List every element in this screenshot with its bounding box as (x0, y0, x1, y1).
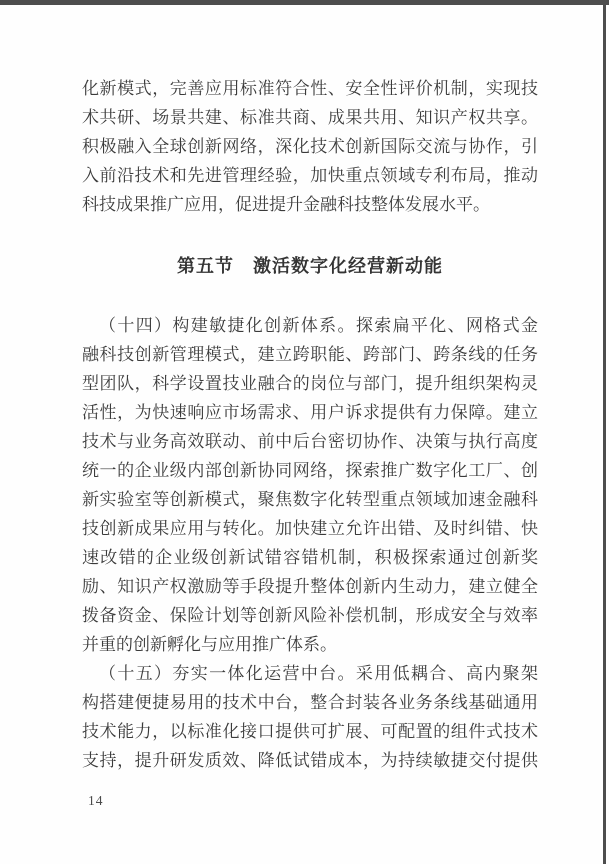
text-line: 统一的企业级内部创新协同网络，探索推广数字化工厂、创 (82, 461, 538, 480)
scan-edge-right (603, 0, 606, 864)
text-line: 速改错的企业级创新试错容错机制，积极探索通过创新奖 (82, 548, 538, 567)
section-heading: 第五节 激活数字化经营新动能 (177, 256, 443, 276)
text-line: 技术能力，以标准化接口提供可扩展、可配置的组件式技术 (82, 722, 538, 741)
text-line: 术共研、场景共建、标准共商、成果共用、知识产权共享。 (82, 108, 538, 127)
page-number: 14 (88, 793, 104, 808)
text-line: 构搭建便捷易用的技术中台，整合封装各业务条线基础通用 (82, 693, 538, 712)
text-line: 技创新成果应用与转化。加快建立允许出错、及时纠错、快 (82, 519, 538, 538)
text-line: 并重的创新孵化与应用推广体系。 (82, 635, 337, 654)
text-line: 融科技创新管理模式，建立跨职能、跨部门、跨条线的任务 (82, 345, 538, 364)
text-line: 入前沿技术和先进管理经验，加快重点领域专利布局，推动 (82, 166, 538, 185)
text-line: 励、知识产权激励等手段提升整体创新内生动力，建立健全 (82, 577, 538, 596)
text-line: 科技成果推广应用，促进提升金融科技整体发展水平。 (82, 195, 490, 214)
text-line: （十四）构建敏捷化创新体系。探索扁平化、网格式金 (99, 316, 538, 335)
text-line: （十五）夯实一体化运营中台。采用低耦合、高内聚架 (99, 664, 538, 683)
text-line: 活性，为快速响应市场需求、用户诉求提供有力保障。建立 (82, 403, 538, 422)
text-line: 支持，提升研发质效、降低试错成本，为持续敏捷交付提供 (82, 751, 538, 770)
text-line: 技术与业务高效联动、前中后台密切协作、决策与执行高度 (82, 432, 538, 451)
paragraph-14 (82, 311, 538, 659)
paragraph-continuation (82, 74, 538, 219)
paragraph-15 (82, 659, 538, 775)
scan-edge-top (0, 0, 609, 5)
text-line: 新实验室等创新模式，聚焦数字化转型重点领域加速金融科 (82, 490, 538, 509)
text-line: 拨备资金、保险计划等创新风险补偿机制，形成安全与效率 (82, 606, 538, 625)
text-line: 型团队，科学设置技业融合的岗位与部门，提升组织架构灵 (82, 374, 538, 393)
text-line: 积极融入全球创新网络，深化技术创新国际交流与协作，引 (82, 137, 538, 156)
text-line: 化新模式，完善应用标准符合性、安全性评价机制，实现技 (82, 79, 538, 98)
